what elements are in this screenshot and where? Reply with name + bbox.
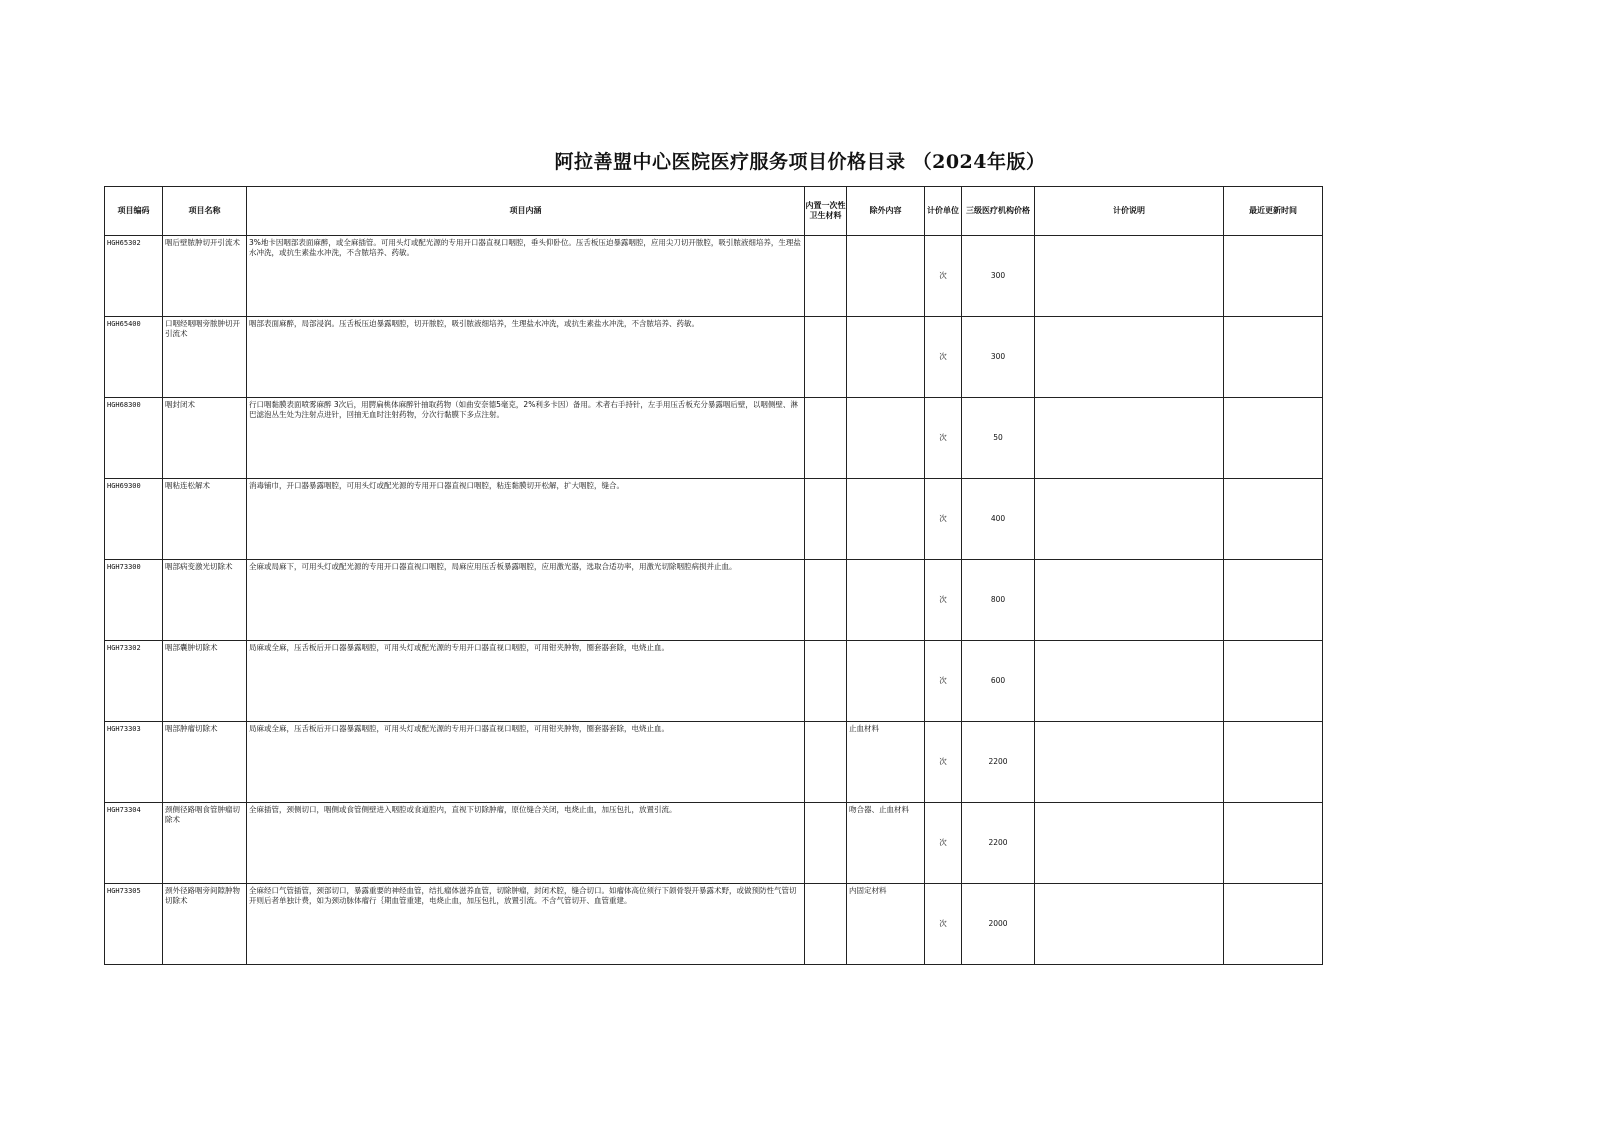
cell-code: HGH65302 (105, 236, 163, 317)
cell-unit: 次 (925, 317, 962, 398)
table-row (105, 641, 1323, 722)
cell-name: 咽封闭术 (163, 398, 247, 479)
cell-content: 全麻或局麻下，可用头灯或配光源的专用开口器直视口咽腔，局麻应用压舌板暴露咽腔，应用激光器，选取合适功率，用激光切除咽腔病损并止血。 (247, 560, 805, 641)
cell-excluded (847, 560, 925, 641)
cell-updated (1224, 722, 1323, 803)
header-name: 项目名称 (163, 187, 247, 236)
header-updated: 最近更新时间 (1224, 187, 1323, 236)
header-code: 项目编码 (105, 187, 163, 236)
cell-content: 全麻插管，颈侧切口，咽侧或食管侧壁进入咽腔或食道腔内，直视下切除肿瘤，原位缝合关闭，电烧止血，加压包扎，放置引流。 (247, 803, 805, 884)
cell-code: HGH69300 (105, 479, 163, 560)
price-table (104, 186, 1323, 965)
cell-name: 咽部囊肿切除术 (163, 641, 247, 722)
cell-note (1035, 722, 1224, 803)
cell-code: HGH73304 (105, 803, 163, 884)
table-row (105, 317, 1323, 398)
cell-unit: 次 (925, 803, 962, 884)
cell-consumable (805, 398, 847, 479)
cell-name: 咽后壁脓肿切开引流术 (163, 236, 247, 317)
cell-name: 咽粘连松解术 (163, 479, 247, 560)
cell-excluded (847, 398, 925, 479)
cell-note (1035, 317, 1224, 398)
cell-excluded (847, 641, 925, 722)
cell-content: 咽部表面麻醉，局部浸润。压舌板压迫暴露咽腔，切开脓腔，吸引脓液细培养，生理盐水冲洗，或抗生素盐水冲洗，不含脓培养、药敏。 (247, 317, 805, 398)
cell-unit: 次 (925, 236, 962, 317)
cell-consumable (805, 317, 847, 398)
cell-name: 颈外径路咽旁间隙肿物切除术 (163, 884, 247, 965)
cell-code: HGH68300 (105, 398, 163, 479)
table-row (105, 884, 1323, 965)
cell-content: 局麻或全麻，压舌板后开口器暴露咽腔，可用头灯或配光源的专用开口器直视口咽腔，可用钳夹肿物，圈套器套除，电烧止血。 (247, 641, 805, 722)
cell-code: HGH73303 (105, 722, 163, 803)
cell-content: 行口咽黏膜表面喷雾麻醉 3次后，用腭扁桃体麻醉针抽取药物（如曲安奈德5毫克，2%利多卡因）备用。术者右手持针，左手用压舌板充分暴露咽后壁，以咽侧壁、淋巴滤泡丛生处为注射点进针，回抽无血时注射药物，分次行黏膜下多点注射。 (247, 398, 805, 479)
cell-name: 咽部病变激光切除术 (163, 560, 247, 641)
cell-updated (1224, 398, 1323, 479)
cell-price: 600 (962, 641, 1035, 722)
cell-code: HGH73300 (105, 560, 163, 641)
cell-note (1035, 641, 1224, 722)
cell-price: 300 (962, 236, 1035, 317)
header-price: 三级医疗机构价格 (962, 187, 1035, 236)
cell-updated (1224, 641, 1323, 722)
header-consumable: 内置一次性卫生材料 (805, 187, 847, 236)
cell-content: 局麻或全麻，压舌板后开口器暴露咽腔，可用头灯或配光源的专用开口器直视口咽腔，可用钳夹肿物，圈套器套除，电烧止血。 (247, 722, 805, 803)
cell-updated (1224, 317, 1323, 398)
table-header-row (105, 187, 1323, 236)
cell-excluded (847, 236, 925, 317)
cell-price: 2200 (962, 803, 1035, 884)
cell-note (1035, 560, 1224, 641)
cell-price: 800 (962, 560, 1035, 641)
cell-name: 咽部肿瘤切除术 (163, 722, 247, 803)
header-excluded: 除外内容 (847, 187, 925, 236)
cell-name: 口咽经咽咽旁脓肿切开引流术 (163, 317, 247, 398)
cell-price: 2000 (962, 884, 1035, 965)
cell-price: 50 (962, 398, 1035, 479)
cell-updated (1224, 560, 1323, 641)
table-row (105, 479, 1323, 560)
cell-unit: 次 (925, 884, 962, 965)
cell-updated (1224, 803, 1323, 884)
cell-price: 300 (962, 317, 1035, 398)
cell-price: 2200 (962, 722, 1035, 803)
header-content: 项目内涵 (247, 187, 805, 236)
table-row (105, 722, 1323, 803)
cell-price: 400 (962, 479, 1035, 560)
cell-content: 3%地卡因咽部表面麻醉，或全麻插管。可用头灯或配光源的专用开口器直视口咽腔，垂头仰卧位。压舌板压迫暴露咽腔，应用尖刀切开脓腔，吸引脓液细培养，生理盐水冲洗，或抗生素盐水冲洗，不含脓培养、药敏。 (247, 236, 805, 317)
cell-code: HGH65400 (105, 317, 163, 398)
cell-note (1035, 803, 1224, 884)
cell-consumable (805, 722, 847, 803)
cell-code: HGH73305 (105, 884, 163, 965)
page-title: 阿拉善盟中心医院医疗服务项目价格目录 （2024年版） (554, 151, 1046, 173)
table-row (105, 803, 1323, 884)
header-note: 计价说明 (1035, 187, 1224, 236)
table-row (105, 236, 1323, 317)
cell-unit: 次 (925, 722, 962, 803)
cell-excluded: 止血材料 (847, 722, 925, 803)
cell-name: 颈侧径路咽食管肿瘤切除术 (163, 803, 247, 884)
cell-content: 消毒铺巾，开口器暴露咽腔，可用头灯或配光源的专用开口器直视口咽腔，粘连黏膜切开松解，扩大咽腔，缝合。 (247, 479, 805, 560)
cell-unit: 次 (925, 398, 962, 479)
cell-consumable (805, 236, 847, 317)
cell-updated (1224, 236, 1323, 317)
cell-excluded: 内固定材料 (847, 884, 925, 965)
cell-consumable (805, 641, 847, 722)
cell-content: 全麻经口气管插管，颈部切口，暴露重要的神经血管，结扎瘤体滋养血管，切除肿瘤，封闭术腔，缝合切口。如瘤体高位须行下颌骨裂开暴露术野，或做预防性气管切开则后者单独计费，如为颈动脉体瘤行｛期血管重建，电烧止血，加压包扎，放置引流。不含气管切开、血管重建。 (247, 884, 805, 965)
cell-note (1035, 398, 1224, 479)
table-row (105, 560, 1323, 641)
cell-code: HGH73302 (105, 641, 163, 722)
cell-updated (1224, 884, 1323, 965)
cell-unit: 次 (925, 479, 962, 560)
cell-note (1035, 236, 1224, 317)
cell-unit: 次 (925, 560, 962, 641)
cell-excluded: 吻合器、止血材料 (847, 803, 925, 884)
header-unit: 计价单位 (925, 187, 962, 236)
table-row (105, 398, 1323, 479)
cell-consumable (805, 803, 847, 884)
cell-consumable (805, 560, 847, 641)
cell-note (1035, 479, 1224, 560)
cell-unit: 次 (925, 641, 962, 722)
cell-note (1035, 884, 1224, 965)
cell-updated (1224, 479, 1323, 560)
cell-excluded (847, 317, 925, 398)
cell-excluded (847, 479, 925, 560)
cell-consumable (805, 479, 847, 560)
cell-consumable (805, 884, 847, 965)
